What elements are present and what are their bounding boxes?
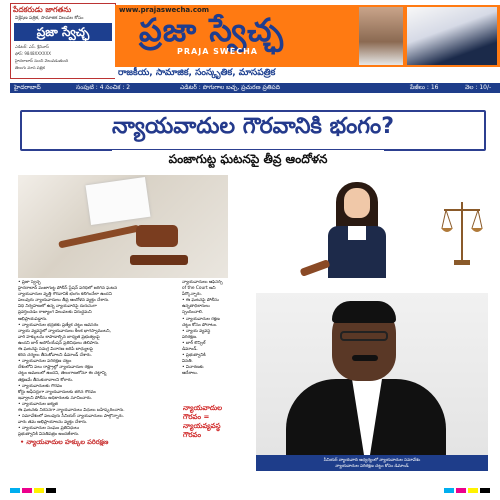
article-line: అభిప్రాయపడ్డారు.: [18, 316, 48, 322]
lawyer-collar: [348, 226, 366, 240]
article-line: • న్యాయవాదుల సంఘం ప్రతినిధులు: [18, 426, 80, 432]
article-line: • సమావేశంలో పలువురు సీనియర్ న్యాయవాదులు పాల్గొన్నారు.: [18, 414, 124, 420]
issue-info-strip: [10, 83, 500, 93]
article-line: • ప్రభుత్వానికి: [182, 353, 206, 359]
article-line: స్పందించాలి.: [182, 310, 204, 316]
left-subtitle: విశ్లేషణ పత్రిక, సామాజిక విలువల కోసం: [15, 16, 84, 21]
magenta-swatch: [22, 488, 32, 493]
article-line: న్యాయవాదులు ఆఫీసర్స్: [182, 280, 223, 285]
article-line: ఇవ్వాలని పోలీసు అధికారులకు సూచించారు.: [18, 395, 93, 401]
gavel-handle: [58, 225, 140, 249]
caption-line: సీనియర్ న్యాయవాది ఆధ్వర్యంలో న్యాయవాదుల సమావేశం: [323, 457, 421, 462]
pull-quote-line: గౌరవం: [183, 431, 202, 439]
paper-document: [86, 177, 151, 225]
article-line: • న్యాయవాదుల భద్రతకు ప్రత్యేక చట్టం అవసరం: [18, 322, 99, 328]
article-line: • న్యాయవాదుల ఐక్యత: [18, 401, 58, 407]
article-line: • న్యాయవాదులకు గౌరవం: [18, 383, 63, 389]
article-line: తక్షణమే తీసుకురావాలని కోరారు.: [18, 377, 74, 383]
gavel-head: [136, 225, 178, 247]
article-line: • ప్రజా స్వేచ్ఛ: [18, 280, 41, 285]
lawyer-face: [344, 188, 370, 218]
gavel-block: [130, 255, 188, 265]
article-line: విధి నిర్వహణలో ఉన్న న్యాయవాదిపై దురుసుగా: [18, 304, 97, 310]
strip-volume: సంపుటి : 4 సంచిక : 2: [76, 84, 131, 91]
red-highlight-line: • న్యాయవాదుల హక్కుల పరిరక్షణ: [20, 438, 109, 446]
article-line: కఠిన చర్యలు తీసుకోవాలని డిమాండ్ చేశారు.: [18, 353, 93, 359]
photo-caption: [260, 457, 484, 469]
article-line: • న్యాయవాదుల పరిరక్షణ చట్టం: [18, 359, 72, 365]
article-line: ప్రవర్తించడం రాజ్యాంగ విలువలకు విరుద్ధమని: [18, 310, 92, 316]
article-line: ఆదేశాలు.: [182, 371, 199, 377]
left-tagline: పేదకరుడు జాగతను: [13, 5, 72, 14]
article-line: • ఈ ఘటనపై పోలీసు: [182, 298, 219, 304]
pull-quote: [183, 404, 243, 440]
article-line: చట్టం అమలులో ఉందని, తెలంగాణలోనూ ఈ చట్టాన్ని: [18, 371, 107, 377]
portrait-glasses: [340, 331, 388, 341]
headline-box: [20, 110, 486, 151]
gavel-icon: [300, 259, 331, 277]
black-swatch: [46, 488, 56, 493]
article-line: • న్యాయ వ్యవస్థ: [182, 328, 211, 334]
left-info-line: ఫోన్: 9848XXXXXX: [15, 51, 51, 56]
left-info-line: ఎడిటర్: ఎస్. శ్రీనివాస్: [15, 44, 49, 49]
article-line: • విచారణకు: [182, 365, 204, 371]
portrait-hair: [332, 301, 396, 323]
caption-line: న్యాయవాదుల పరిరక్షణ చట్టం కోసం డిమాండ్: [335, 463, 409, 468]
article-line: పేర్కొన్నారు.: [182, 292, 203, 298]
article-line: of the Court అని: [182, 286, 216, 292]
article-column-left: [18, 280, 180, 480]
newspaper-logo-english: PRAJA SWECHA: [177, 47, 258, 56]
website-url[interactable]: www.prajaswecha.com: [119, 6, 210, 14]
article-line: వినతి.: [182, 359, 193, 365]
article-line: న్యాయవాదుల వృత్తి గౌరవానికి భంగం కలిగించేలా ఉందని: [18, 292, 112, 298]
article-line: ఈ ఘటనకు నిరసనగా న్యాయవాదులు విధులు బహిష్కరించారు.: [18, 407, 125, 413]
subheadline-box: [112, 150, 384, 170]
strip-editor: ఎడిటర్ : పొగుగాల బచ్చ, ప్రచురణ ప్రతిపది: [180, 84, 280, 91]
strip-price: వెల : 10/-: [465, 84, 492, 91]
masthead-tagline: రాజకీయ, సామాజిక, సంస్కృతిక, మాసపత్రిక: [118, 68, 276, 78]
masthead-photo-lawyer: [407, 7, 497, 65]
newspaper-logo: ప్రజా స్వేచ్ఛ: [139, 11, 285, 49]
justice-scales-icon: [440, 198, 484, 268]
strip-city: హైదరాబాద్: [14, 84, 41, 91]
article-line: • న్యాయవాదుల రక్షణ: [182, 316, 220, 322]
gavel-photo: [18, 175, 228, 278]
yellow-swatch: [34, 488, 44, 493]
portrait-mustache: [352, 355, 378, 361]
article-line: హైదరాబాద్ పంజాగుట్ట పోలీస్ స్టేషన్ పరిధిలో జరిగిన ఘటన: [18, 286, 118, 292]
article-line: ఈ ఘటనపై సమగ్ర విచారణ జరిపి బాధ్యులపై: [18, 347, 93, 353]
lawyer-illustration: [300, 178, 490, 278]
yellow-swatch: [468, 488, 478, 493]
article-line: ఉందని బార్ అసోసియేషన్ ప్రతినిధులు తెలిపారు.: [18, 340, 100, 346]
masthead-photo-politician: [359, 7, 403, 65]
article-line: ప్రభుత్వానికి వినతిపత్రం అందజేశారు.: [18, 432, 80, 438]
headline: న్యాయవాదుల గౌరవానికి భంగం?: [112, 114, 394, 139]
article-line: చట్టం కోసం పోరాటం.: [182, 322, 218, 328]
black-swatch: [480, 488, 490, 493]
article-line: ఉన్నతాధికారులు: [182, 304, 210, 310]
article-line: పలువురు న్యాయవాదులు తీవ్ర ఆందోళన వ్యక్తం చేశారు.: [18, 298, 110, 304]
pull-quote-line: గౌరవం =: [183, 413, 210, 421]
cyan-swatch: [10, 488, 20, 493]
article-line: వారు తమ అభిప్రాయాలను వ్యక్తం చేశారు.: [18, 420, 88, 426]
article-line: న్యాయ వ్యవస్థలో న్యాయవాదులు కీలక భాగస్వాములని,: [18, 328, 111, 334]
article-line: పరిరక్షణ.: [182, 334, 198, 340]
left-info-line: తెలుగు మాస పత్రిక: [15, 65, 45, 70]
subheadline: పంజాగుట్ట ఘటనపై తీవ్ర ఆందోళన: [168, 152, 328, 166]
photo-caption-bar: [256, 455, 488, 471]
cyan-swatch: [444, 488, 454, 493]
left-info-line: హైదరాబాద్ నుంచి వెలువడుతుంది: [15, 58, 69, 63]
masthead-tagline-bar: [115, 67, 500, 81]
article-line: దేశంలోని పలు రాష్ట్రాల్లో న్యాయవాదుల రక్షణ: [18, 365, 93, 371]
article-line: వారి హక్కులను కాపాడాల్సిన బాధ్యత ప్రభుత్వంపై: [18, 334, 100, 340]
pull-quote-line: న్యాయవ్యవస్థ: [183, 422, 221, 430]
article-line: కోర్టు ఆఫీసర్లుగా న్యాయవాదులకు తగిన గౌరవం: [18, 389, 96, 395]
print-registration-strip: [0, 486, 500, 496]
pull-quote-line: న్యాయవాదుల: [183, 404, 223, 412]
article-line: • బార్ కౌన్సిల్: [182, 340, 206, 346]
magenta-swatch: [456, 488, 466, 493]
masthead: [115, 5, 500, 67]
strip-pages: పేజీలు : 16: [410, 84, 439, 91]
lawyer-portrait-photo: [256, 293, 488, 455]
left-logo: ప్రజా స్వేచ్ఛ: [14, 23, 112, 41]
article-line: డిమాండ్.: [182, 347, 198, 353]
left-masthead-box: [10, 3, 116, 79]
